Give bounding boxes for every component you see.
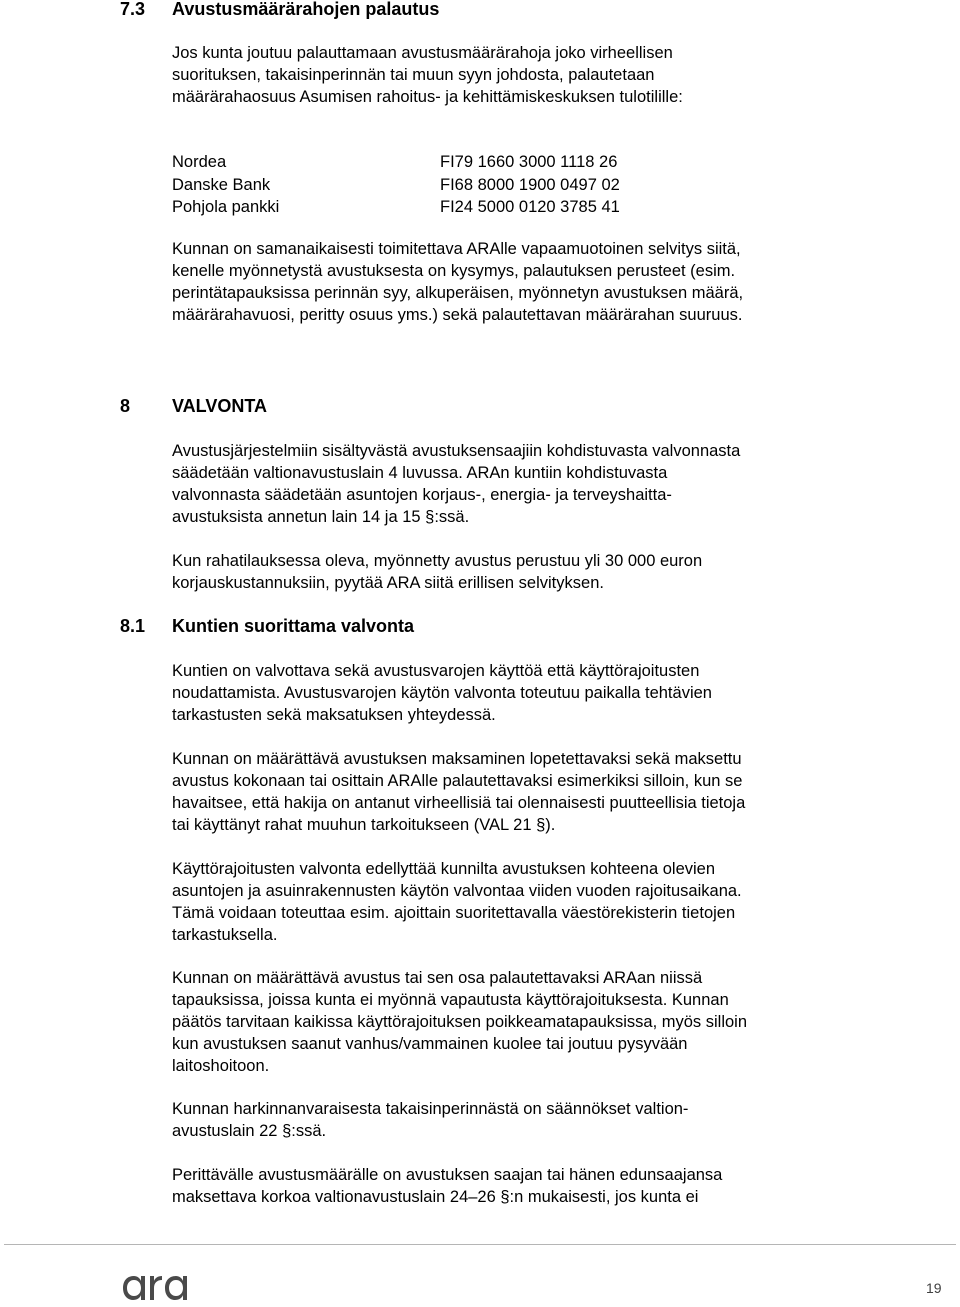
section-8-heading xyxy=(120,395,267,417)
text-line: määrärahavuosi, peritty osuus yms.) sekä palautettavan määrärahan suuruus. xyxy=(172,306,743,324)
text-line: havaitsee, että hakija on antanut virheellisiä tai olennaisesti puutteellisia tietoja xyxy=(172,794,746,812)
ara-logo xyxy=(120,1262,192,1304)
text-line: Perittävälle avustusmäärälle on avustuksen saajan tai hänen edunsaajansa xyxy=(172,1166,723,1184)
text-line: Kunnan on samanaikaisesti toimitettava ARAlle vapaamuotoinen selvitys siitä, xyxy=(172,240,741,258)
text-line: Kunnan on määrättävä avustuksen maksaminen lopetettavaksi sekä maksettu xyxy=(172,750,742,768)
section-number: 8 xyxy=(120,396,131,416)
section-8-1-paragraph-6 xyxy=(172,1164,872,1208)
text-line: Tämä voidaan toteuttaa esim. ajoittain suoritettavalla väestörekisterin tietojen xyxy=(172,904,736,922)
section-8-1-paragraph-4 xyxy=(172,967,872,1077)
text-line: Jos kunta joutuu palauttamaan avustusmäärärahoja joko virheellisen xyxy=(172,44,673,62)
bank-account-row xyxy=(172,196,620,218)
bank-iban: FI24 5000 0120 3785 41 xyxy=(440,198,620,216)
section-8-1-paragraph-3 xyxy=(172,858,872,946)
bank-name: Pohjola pankki xyxy=(172,198,280,216)
text-line: Kunnan on määrättävä avustus tai sen osa palautettavaksi ARAan niissä xyxy=(172,969,703,987)
bank-name: Danske Bank xyxy=(172,176,271,194)
text-line: tarkastuksella. xyxy=(172,926,278,944)
text-line: avustuksista annetun lain 14 ja 15 §:ssä. xyxy=(172,508,470,526)
text-line: Käyttörajoitusten valvonta edellyttää kunnilta avustuksen kohteena olevien xyxy=(172,860,716,878)
text-line: kenelle myönnetystä avustuksesta on kysymys, palautuksen perusteet (esim. xyxy=(172,262,736,280)
text-line: tarkastusten sekä maksatuksen yhteydessä. xyxy=(172,706,496,724)
text-line: päätös tarvitaan kaikissa käyttörajoituksen poikkeamatapauksissa, myös silloin xyxy=(172,1013,748,1031)
section-8-1-paragraph-5 xyxy=(172,1098,872,1142)
text-line: Kun rahatilauksessa oleva, myönnetty avustus perustuu yli 30 000 euron xyxy=(172,552,703,570)
bank-account-row xyxy=(172,151,617,173)
text-line: Kuntien on valvottava sekä avustusvarojen käyttöä että käyttörajoitusten xyxy=(172,662,700,680)
text-line: määrärahaosuus Asumisen rahoitus- ja kehittämiskeskuksen tulotilille: xyxy=(172,88,683,106)
text-line: maksettava korkoa valtionavustuslain 24–26 §:n mukaisesti, jos kunta ei xyxy=(172,1188,699,1206)
text-line: korjauskustannuksiin, pyytää ARA siitä erillisen selvityksen. xyxy=(172,574,604,592)
text-line: suorituksen, takaisinperinnän tai muun syyn johdosta, palautetaan xyxy=(172,66,655,84)
text-line: perintätapauksissa perinnän syy, alkuperäisen, myönnetyn avustuksen määrä, xyxy=(172,284,744,302)
bank-name: Nordea xyxy=(172,153,227,171)
text-line: laitoshoitoon. xyxy=(172,1057,270,1075)
section-7-3-notice-paragraph xyxy=(172,238,872,326)
section-8-paragraph-2 xyxy=(172,550,872,594)
text-line: noudattamista. Avustusvarojen käytön valvonta toteutuu paikalla tehtävien xyxy=(172,684,712,702)
text-line: avustuslain 22 §:ssä. xyxy=(172,1122,327,1140)
section-title: Avustusmäärärahojen palautus xyxy=(172,0,440,19)
text-line: säädetään valtionavustuslain 4 luvussa. ARAn kuntiin kohdistuvasta xyxy=(172,464,668,482)
text-line: kun avustuksen saanut vanhus/vammainen kuolee tai joutuu pysyvään xyxy=(172,1035,688,1053)
section-8-paragraph-1 xyxy=(172,440,872,528)
text-line: tai käyttänyt rahat muuhun tarkoitukseen (VAL 21 §). xyxy=(172,816,556,834)
section-7-3-heading xyxy=(120,0,439,20)
page-number: 19 xyxy=(926,1280,942,1296)
bank-iban: FI68 8000 1900 0497 02 xyxy=(440,176,620,194)
text-line: Avustusjärjestelmiin sisältyvästä avustuksensaajiin kohdistuvasta valvonnasta xyxy=(172,442,741,460)
section-number: 8.1 xyxy=(120,616,146,636)
section-title: VALVONTA xyxy=(172,396,267,416)
bank-account-row xyxy=(172,174,620,196)
text-line: Kunnan harkinnanvaraisesta takaisinperinnästä on säännökset valtion- xyxy=(172,1100,689,1118)
section-8-1-paragraph-2 xyxy=(172,748,872,836)
section-number: 7.3 xyxy=(120,0,146,19)
footer-divider xyxy=(4,1244,956,1245)
bank-iban: FI79 1660 3000 1118 26 xyxy=(440,153,618,171)
section-title: Kuntien suorittama valvonta xyxy=(172,616,415,636)
text-line: asuntojen ja asuinrakennusten käytön valvontaa viiden vuoden rajoitusaikana. xyxy=(172,882,742,900)
text-line: valvonnasta säädetään asuntojen korjaus-, energia- ja terveyshaitta- xyxy=(172,486,672,504)
section-8-1-heading xyxy=(120,615,414,637)
section-7-3-intro-paragraph xyxy=(172,42,872,108)
text-line: tapauksissa, joissa kunta ei myönnä vapautusta käyttörajoituksesta. Kunnan xyxy=(172,991,729,1009)
section-8-1-paragraph-1 xyxy=(172,660,872,726)
text-line: avustus kokonaan tai osittain ARAlle palautettavaksi esimerkiksi silloin, kun se xyxy=(172,772,743,790)
